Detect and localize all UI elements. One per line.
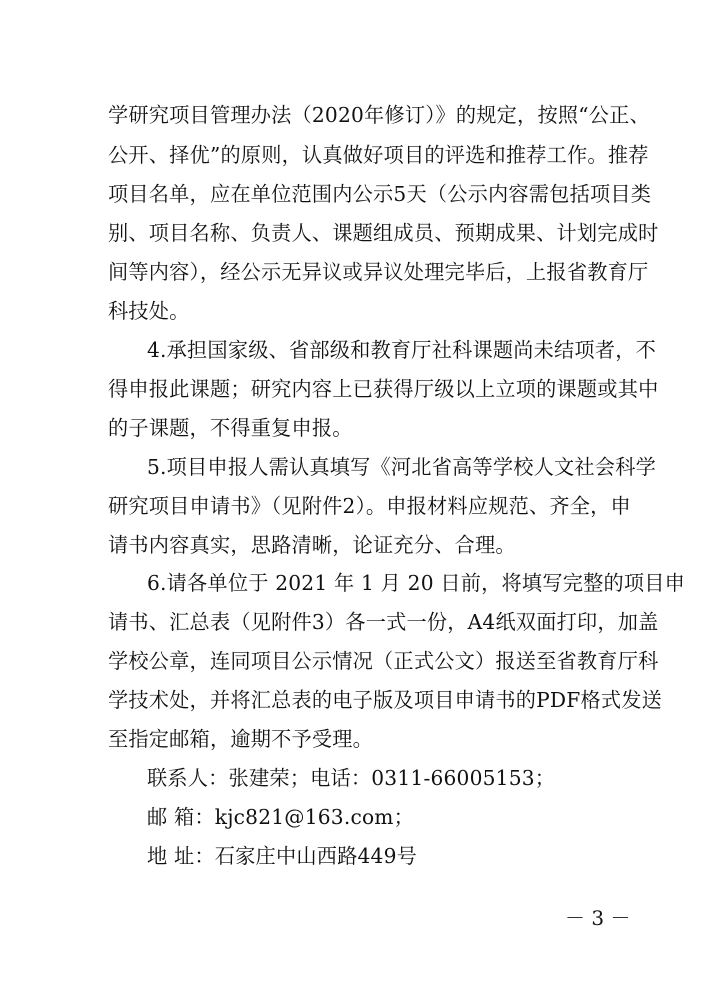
- paragraph-line: 得申报此课题；研究内容上已获得厅级以上立项的课题或其中: [108, 377, 659, 401]
- page-number: － 3 －: [565, 906, 631, 930]
- contact-email-line: 邮 箱：kjc821@163.com；: [147, 805, 415, 829]
- paragraph-line: 学研究项目管理办法（2020年修订）》的规定，按照“公正、: [108, 103, 650, 127]
- paragraph-line: 至指定邮箱，逾期不予受理。: [108, 727, 374, 751]
- paragraph-line: 项目名单，应在单位范围内公示5天（公示内容需包括项目类: [108, 182, 652, 206]
- paragraph-line: 科技处。: [108, 299, 190, 323]
- paragraph-line: 学技术处，并将汇总表的电子版及项目申请书的PDF格式发送: [108, 688, 663, 712]
- paragraph-line: 5.项目申报人需认真填写《河北省高等学校人文社会科学: [147, 455, 656, 479]
- paragraph-line: 4.承担国家级、省部级和教育厅社科课题尚未结项者，不: [147, 338, 656, 362]
- paragraph-line: 请书内容真实，思路清晰，论证充分、合理。: [108, 533, 516, 557]
- paragraph-line: 别、项目名称、负责人、课题组成员、预期成果、计划完成时: [108, 221, 659, 245]
- paragraph-line: 6.请各单位于 2021 年 1 月 20 日前，将填写完整的项目申: [147, 571, 686, 595]
- paragraph-line: 间等内容），经公示无异议或异议处理完毕后，上报省教育厅: [108, 260, 649, 284]
- paragraph-line: 公开、择优”的原则，认真做好项目的评选和推荐工作。推荐: [108, 143, 649, 167]
- paragraph-line: 的子课题，不得重复申报。: [108, 416, 353, 440]
- contact-address-line: 地 址：石家庄中山西路449号: [147, 844, 418, 868]
- paragraph-line: 学校公章，连同项目公示情况（正式公文）报送至省教育厅科: [108, 649, 659, 673]
- contact-person-line: 联系人：张建荣；电话：0311-66005153；: [147, 766, 556, 790]
- paragraph-line: 请书、汇总表（见附件3）各一式一份，A4纸双面打印，加盖: [108, 610, 659, 634]
- paragraph-line: 研究项目申请书》（见附件2）。申报材料应规范、齐全，申: [108, 494, 631, 518]
